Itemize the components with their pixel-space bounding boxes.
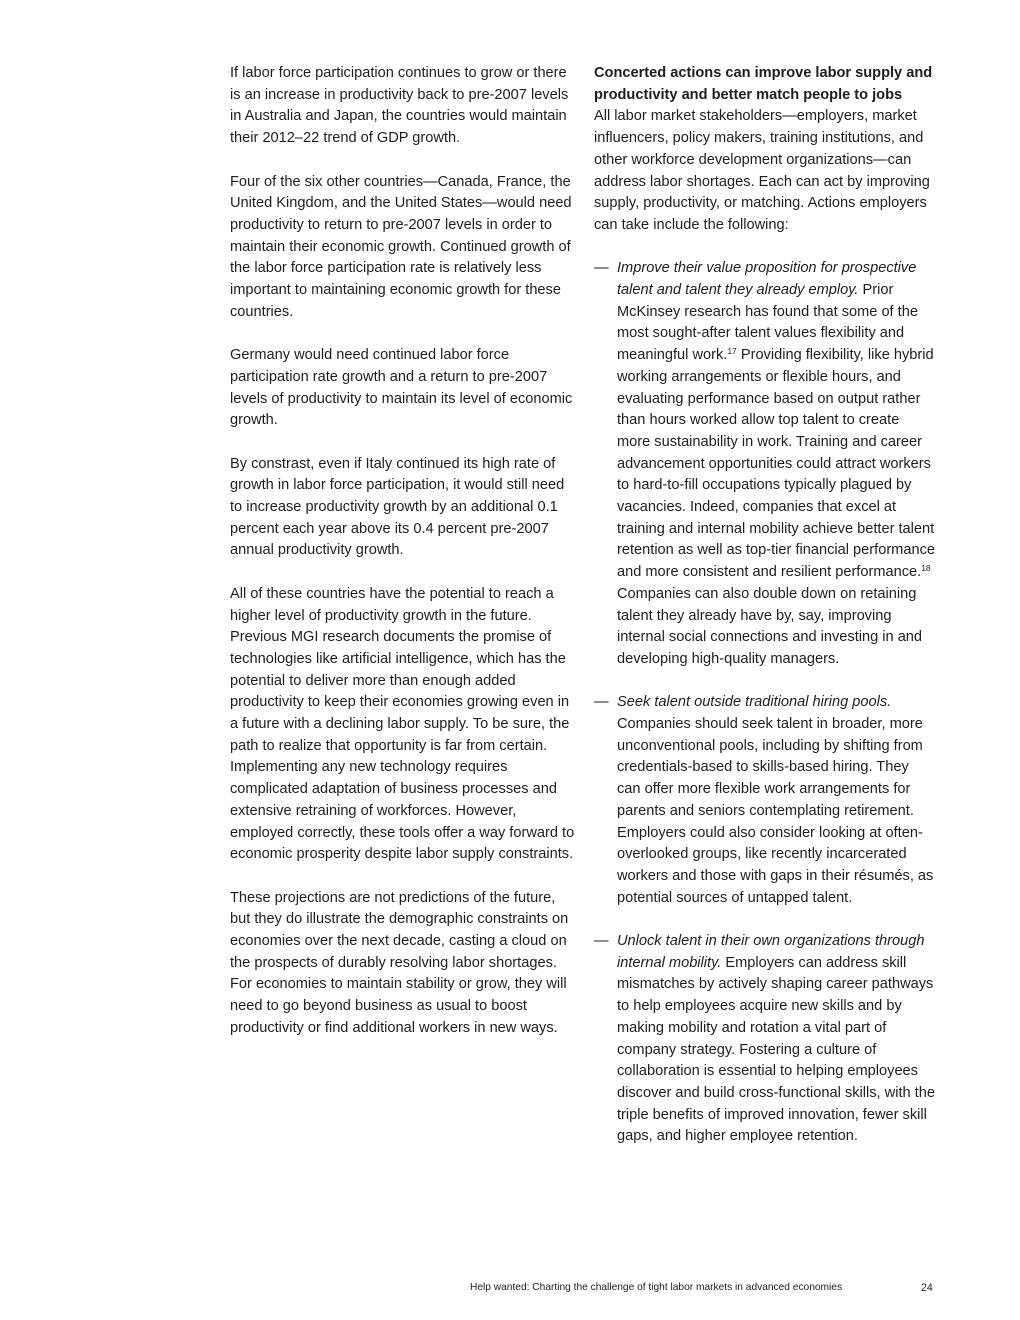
right-column [594,63,936,1170]
left-column [230,63,575,1061]
paragraph: Four of the six other countries—Canada, France, the United Kingdom, and the United States—would need productivity to return to pre-2007 levels in order to maintain their economic growth. Continued growth of the labor force participation rate is relatively less important to maintaining economic growth for these countries. [230,173,572,320]
bullet-lead: Improve their value proposition for prospective talent and talent they already employ. [617,260,917,299]
paragraph: All of these countries have the potential to reach a higher level of productivity growth in the future. Previous MGI research documents the promise of technologies like artificial intelligence, which has the potential to deliver more than enough added productivity to keep their economies growing even in a future with a declining labor supply. To be sure, the path to realize that opportunity is far from certain. Implementing any new technology requires complicated adaptation of business processes and extensive retraining of workforces. However, employed correctly, these tools offer a way forward to economic prosperity despite labor supply constraints. [230,585,575,863]
footnote-ref[interactable]: 17 [727,346,737,357]
list-item [594,258,936,670]
page-number: 24 [921,1282,933,1294]
paragraph: If labor force participation continues to grow or there is an increase in productivity back to pre-2007 levels in Australia and Japan, the countries would maintain their 2012–22 trend of GDP growth. [230,65,569,147]
list-item [594,692,936,909]
bullet-text: Employers can address skill mismatches by actively shaping career pathways to help employees acquire new skills and by making mobility and rotation a vital part of company strategy. Fostering a culture of collaboration is essential to helping employees discover and build cross-functional skills, with the triple benefits of improved innovation, fewer skill gaps, and higher employee retention. [617,954,935,1145]
paragraph: By constrast, even if Italy continued its high rate of growth in labor force participation, it would still need to increase productivity growth by an additional 0.1 percent each year above its 0.4 percent pre-2007 annual productivity growth. [230,455,565,559]
bullet-lead: Unlock talent in their own organizations through internal mobility. [617,933,925,971]
dash-bullet: — [594,260,609,277]
footer-title: Help wanted: Charting the challenge of tight labor markets in advanced economies [470,1282,843,1293]
paragraph: Germany would need continued labor force participation rate growth and a return to pre-2007 levels of productivity to maintain its level of economic growth. [230,347,573,429]
bullet-text: Companies should seek talent in broader, more unconventional pools, including by shifting from credentials-based to skills-based hiring. They can offer more flexible work arrangements for parents and seniors contemplating retirement. Employers could also consider looking at often-overlooked groups, like recently incarcerated workers and those with gaps in their résumés, as potential sources of untapped talent. [617,716,934,906]
bullet-lead: Seek talent outside traditional hiring pools. [617,694,892,711]
section-heading: Concerted actions can improve labor supply and productivity and better match people to jobs [594,65,933,103]
list-item [594,931,936,1148]
actions-list [594,258,936,1148]
paragraph: These projections are not predictions of the future, but they do illustrate the demographic constraints on economies over the next decade, casting a cloud on the prospects of durably resolving labor shortages. For economies to maintain stability or grow, they will need to go beyond business as usual to boost productivity or find additional workers in new ways. [230,889,569,1036]
bullet-text: Prior McKinsey research has found that some of the most sought-after talent values flexibility and meaningful work. [617,282,918,364]
intro-text: All labor market stakeholders—employers, market influencers, policy makers, training institutions, and other workforce development organizations—can address labor shortages. Each can act by improving supply, productivity, or matching. Actions employers can take include the following: [594,108,930,233]
bullet-text: Companies can also double down on retaining talent they already have by, say, improving internal social connections and investing in and developing high-quality managers. [617,585,923,667]
dash-bullet: — [594,694,609,711]
section-intro [594,63,936,237]
footnote-ref[interactable]: 18 [921,563,931,574]
bullet-text: Providing flexibility, like hybrid working arrangements or flexible hours, and evaluating performance based on output rather than hours worked allow top talent to create more sustainability in work. Training and career advancement opportunities could attract workers to hard-to-fill occupations typically plagued by vacancies. Indeed, companies that excel at training and internal mobility achieve better talent retention as well as top-tier financial performance and more consistent and resilient performance. [617,347,935,581]
dash-bullet: — [594,933,609,950]
